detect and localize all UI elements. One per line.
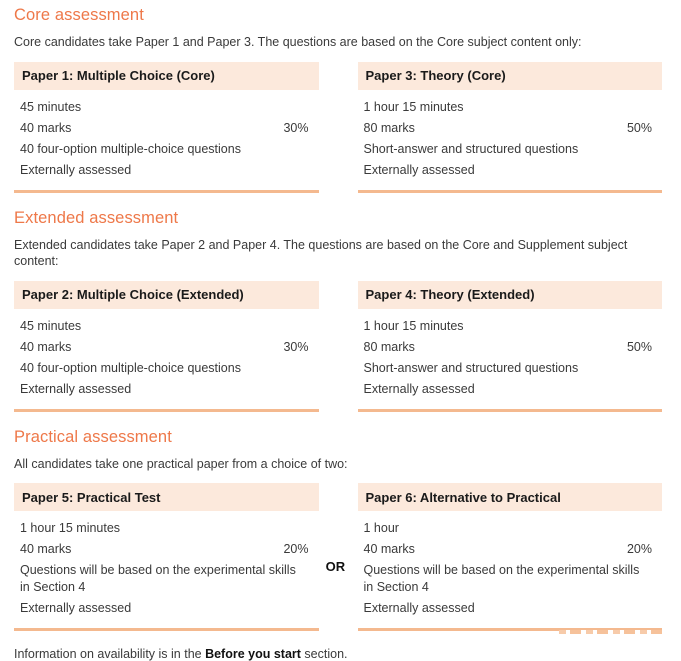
paper-6-description: Questions will be based on the experimental skills in Section 4 xyxy=(363,563,640,594)
paper-3-duration: 1 hour 15 minutes xyxy=(363,99,464,114)
availability-note-prefix: Information on availability is in the xyxy=(14,647,206,661)
section-practical-assessment xyxy=(14,428,662,632)
paper-3-assessment: Externally assessed xyxy=(363,162,475,177)
paper-2-details xyxy=(14,309,319,412)
paper-4-weighting: 50% xyxy=(626,339,652,354)
paper-5-description: Questions will be based on the experimental skills in Section 4 xyxy=(20,563,296,594)
section-intro-extended: Extended candidates take Paper 2 and Paper 4. The questions are based on the Core and Supplement subject content: xyxy=(14,237,628,268)
paper-2-duration: 45 minutes xyxy=(20,318,82,333)
paper-6-marks-row xyxy=(364,539,653,560)
practical-paper-columns xyxy=(14,483,662,631)
paper-1-duration: 45 minutes xyxy=(20,99,82,114)
paper-1-marks: 40 marks xyxy=(20,120,72,135)
section-core-assessment xyxy=(14,6,662,193)
paper-4-marks: 80 marks xyxy=(363,339,415,354)
paper-5-assessment: Externally assessed xyxy=(20,601,132,615)
paper-5-details xyxy=(14,511,319,631)
section-heading-practical: Practical assessment xyxy=(14,427,172,446)
paper-3-weighting: 50% xyxy=(626,120,652,135)
paper-4-description: Short-answer and structured questions xyxy=(363,360,579,375)
paper-3-title: Paper 3: Theory (Core) xyxy=(358,62,663,90)
paper-1-card xyxy=(14,62,319,193)
availability-note-suffix: section. xyxy=(300,647,348,661)
paper-5-title: Paper 5: Practical Test xyxy=(14,483,319,511)
paper-2-card xyxy=(14,281,319,412)
paper-1-assessment: Externally assessed xyxy=(20,162,132,177)
paper-6-title: Paper 6: Alternative to Practical xyxy=(358,483,663,511)
paper-2-marks-row xyxy=(20,337,309,358)
paper-5-weighting: 20% xyxy=(283,542,309,556)
paper-4-details xyxy=(358,309,663,412)
paper-3-details xyxy=(358,90,663,193)
paper-6-card xyxy=(358,483,663,631)
section-heading-core: Core assessment xyxy=(14,6,144,24)
paper-4-card xyxy=(358,281,663,412)
paper-6-assessment: Externally assessed xyxy=(363,601,475,615)
paper-2-assessment: Externally assessed xyxy=(20,381,132,396)
section-heading-extended: Extended assessment xyxy=(14,208,179,227)
watermark-marks xyxy=(559,630,663,634)
paper-6-details xyxy=(358,511,663,631)
or-connector: OR xyxy=(325,559,346,574)
section-intro-core: Core candidates take Paper 1 and Paper 3. The questions are based on the Core subject content only: xyxy=(14,35,582,49)
section-extended-assessment xyxy=(14,209,662,412)
paper-4-duration: 1 hour 15 minutes xyxy=(363,318,464,333)
paper-4-marks-row xyxy=(364,337,653,358)
paper-2-weighting: 30% xyxy=(283,339,309,354)
section-intro-practical: All candidates take one practical paper from a choice of two: xyxy=(14,456,348,471)
paper-5-marks-row xyxy=(20,539,309,560)
paper-4-assessment: Externally assessed xyxy=(363,381,475,396)
paper-3-description: Short-answer and structured questions xyxy=(363,141,579,156)
extended-paper-columns xyxy=(14,281,662,412)
paper-4-title: Paper 4: Theory (Extended) xyxy=(358,281,663,309)
paper-5-card xyxy=(14,483,319,631)
paper-5-duration: 1 hour 15 minutes xyxy=(20,521,121,535)
paper-3-marks-row xyxy=(364,118,653,139)
paper-2-marks: 40 marks xyxy=(20,339,72,354)
paper-6-marks: 40 marks xyxy=(363,542,415,556)
availability-note xyxy=(14,647,662,661)
paper-5-marks: 40 marks xyxy=(20,542,72,556)
paper-2-title: Paper 2: Multiple Choice (Extended) xyxy=(14,281,319,309)
paper-3-card xyxy=(358,62,663,193)
paper-1-weighting: 30% xyxy=(283,120,309,135)
paper-1-description: 40 four-option multiple-choice questions xyxy=(20,141,241,156)
paper-1-marks-row xyxy=(20,118,309,139)
paper-2-description: 40 four-option multiple-choice questions xyxy=(20,360,241,375)
availability-note-bold: Before you start xyxy=(205,647,301,661)
paper-1-details xyxy=(14,90,319,193)
paper-3-marks: 80 marks xyxy=(363,120,415,135)
core-paper-columns xyxy=(14,62,662,193)
paper-6-weighting: 20% xyxy=(626,542,652,556)
paper-6-duration: 1 hour xyxy=(363,521,399,535)
paper-1-title: Paper 1: Multiple Choice (Core) xyxy=(14,62,319,90)
